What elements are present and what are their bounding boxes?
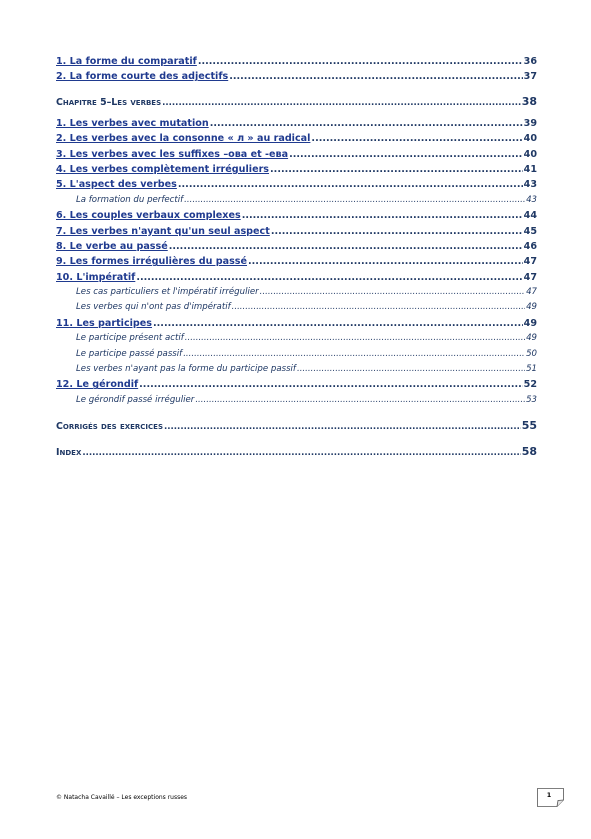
toc-entry[interactable]: [56, 147, 537, 162]
toc-entry-page: 49: [523, 317, 537, 329]
toc-subentry-title[interactable]: Le participe présent actif: [76, 333, 184, 344]
toc-entry[interactable]: [56, 116, 537, 131]
toc-subentry-title[interactable]: Le gérondif passé irrégulier: [76, 394, 195, 405]
toc-entry-title[interactable]: 9. Les formes irrégulières du passé: [56, 256, 248, 268]
page-number: 1: [546, 791, 552, 799]
toc-subentry-page: 47: [526, 287, 537, 298]
toc-entry-title[interactable]: 5. L'aspect des verbes: [56, 179, 177, 191]
toc-entry[interactable]: [56, 54, 537, 69]
toc-entry[interactable]: [56, 177, 537, 192]
toc-subentry-title[interactable]: Le participe passé passif: [76, 348, 183, 359]
toc-subentry[interactable]: [56, 362, 537, 377]
toc-entry-page: 47: [523, 256, 537, 268]
toc-chapter[interactable]: [56, 417, 537, 434]
toc-entry[interactable]: [56, 131, 537, 146]
toc-entry[interactable]: [56, 239, 537, 254]
toc-chapter-title[interactable]: Chapitre 5–Les verbes: [56, 96, 162, 108]
toc-subentry-title[interactable]: Les cas particuliers et l'impératif irrégulier: [76, 287, 259, 298]
toc-subentry[interactable]: [56, 285, 537, 300]
toc-entry-page: 37: [523, 71, 537, 83]
toc-entry-page: 52: [523, 379, 537, 391]
toc-chapter-title[interactable]: Corrigés des exercices: [56, 421, 163, 433]
toc-entry-title[interactable]: 2. La forme courte des adjectifs: [56, 71, 229, 83]
toc-entry-title[interactable]: 1. La forme du comparatif: [56, 56, 197, 67]
toc-entry[interactable]: [56, 377, 537, 392]
toc-entry-page: 43: [523, 179, 537, 191]
toc-chapter[interactable]: [56, 443, 537, 460]
toc-subentry-page: 49: [526, 333, 537, 344]
toc-subentry[interactable]: [56, 347, 537, 362]
toc-entry-page: 44: [523, 210, 537, 222]
toc-chapter-page: 58: [521, 445, 537, 459]
toc-chapter-title[interactable]: Index: [56, 447, 82, 459]
toc-chapter[interactable]: [56, 93, 537, 110]
toc-entry-title[interactable]: 12. Le gérondif: [56, 379, 139, 391]
toc-entry-title[interactable]: 4. Les verbes complètement irréguliers: [56, 163, 270, 175]
page-number-box: [537, 788, 565, 806]
toc-chapter-page: 55: [521, 419, 537, 433]
page-footer: © Natacha Cavaillé – Les exceptions russes: [56, 794, 188, 801]
toc-entry[interactable]: [56, 270, 537, 285]
toc-entry-page: 39: [523, 117, 537, 129]
toc-entry-page: 40: [523, 148, 537, 160]
toc-chapter-page: 38: [521, 94, 537, 108]
toc-entry[interactable]: [56, 162, 537, 177]
toc-entry-page: 40: [523, 133, 537, 145]
toc-entry[interactable]: [56, 208, 537, 223]
table-of-contents: [56, 54, 537, 460]
toc-entry[interactable]: [56, 69, 537, 84]
toc-entry-title[interactable]: 1. Les verbes avec mutation: [56, 117, 209, 129]
toc-entry-title[interactable]: 7. Les verbes n'ayant qu'un seul aspect: [56, 225, 270, 237]
toc-subentry-page: 49: [526, 302, 537, 313]
toc-subentry[interactable]: [56, 300, 537, 315]
toc-entry-page: 45: [523, 225, 537, 237]
toc-entry-title[interactable]: 6. Les couples verbaux complexes: [56, 210, 241, 222]
toc-subentry-page: 43: [526, 194, 537, 205]
toc-entry-title[interactable]: 10. L'impératif: [56, 271, 136, 283]
toc-entry-title[interactable]: 8. Le verbe au passé: [56, 240, 168, 252]
toc-subentry-page: 50: [526, 348, 537, 359]
toc-subentry-page: 51: [526, 364, 537, 375]
toc-subentry-page: 53: [526, 394, 537, 405]
toc-entry-page: 41: [523, 163, 537, 175]
toc-subentry[interactable]: [56, 393, 537, 408]
toc-subentry[interactable]: [56, 193, 537, 208]
toc-entry-page: 47: [523, 271, 537, 283]
toc-subentry[interactable]: [56, 331, 537, 346]
toc-entry[interactable]: [56, 254, 537, 269]
toc-entry-title[interactable]: 11. Les participes: [56, 317, 153, 329]
toc-entry[interactable]: [56, 316, 537, 331]
toc-entry-title[interactable]: 3. Les verbes avec les suffixes –ова et -ева: [56, 148, 289, 160]
toc-subentry-title[interactable]: Les verbes qui n'ont pas d'impératif: [76, 302, 231, 313]
toc-entry-title[interactable]: 2. Les verbes avec la consonne « л » au radical: [56, 133, 311, 145]
toc-subentry-title[interactable]: La formation du perfectif: [76, 194, 184, 205]
toc-entry[interactable]: [56, 224, 537, 239]
toc-entry-page: 46: [523, 240, 537, 252]
toc-subentry-title[interactable]: Les verbes n'ayant pas la forme du participe passif: [76, 364, 296, 375]
toc-entry-page: 36: [523, 56, 537, 67]
